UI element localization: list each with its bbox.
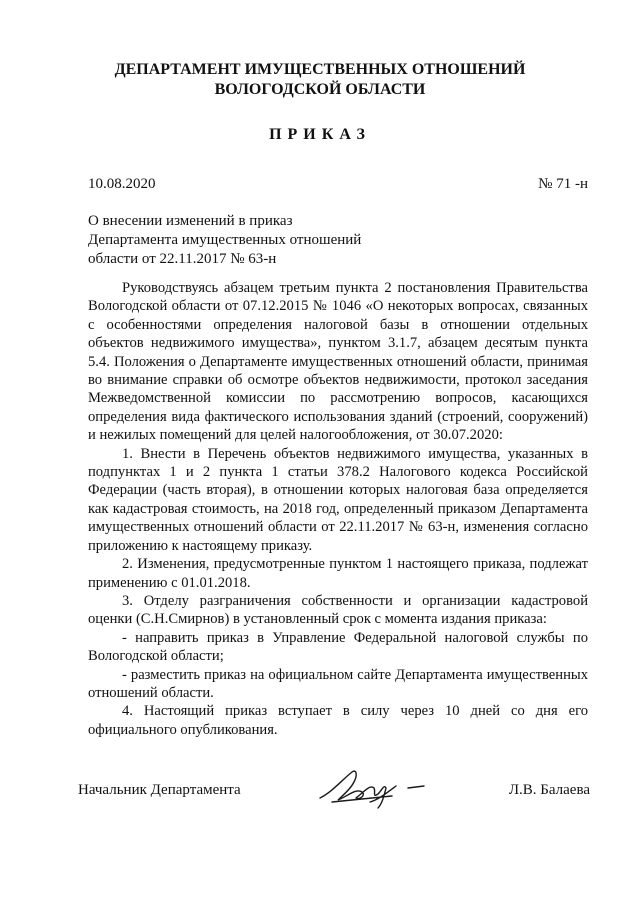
document-body — [88, 279, 588, 739]
document-date: 10.08.2020 — [88, 176, 156, 192]
body-item-3b: - разместить приказ на официальном сайте Департамента имущественных отношений области. — [88, 666, 588, 701]
body-item-1: 1. Внести в Перечень объектов недвижимого имущества, указанных в подпунктах 1 и 2 пункта 1 статьи 378.2 Налогового кодекса Российской Федерации (часть вторая), в отношении которых налоговая база определяется как кадастровая стоимость, на 2018 год, определенный приказом Департамента имущественных отношений области от 22.11.2017 № 63-н, изменения согласно приложению к настоящему приказу. — [88, 445, 588, 554]
subject-line: области от 22.11.2017 № 63-н — [88, 251, 277, 267]
header-department: ДЕПАРТАМЕНТ ИМУЩЕСТВЕННЫХ ОТНОШЕНИЙ — [114, 61, 526, 78]
document-title: ПРИКАЗ — [269, 126, 371, 143]
document-header — [0, 60, 640, 100]
body-intro: Руководствуясь абзацем третьим пункта 2 постановления Правительства Вологодской области от 07.12.2015 № 1046 «О некоторых вопросах, связанных с особенностями определения налоговой базы в отношении отдельных объектов недвижимого имущества», пунктом 3.1.7, абзацем десятым пункта 5.4. Положения о Департаменте имущественных отношений области, принимая во внимание справки об осмотре объектов недвижимости, протокол заседания Межведомственной комиссии по рассмотрению вопросов, касающихся определения вида фактического использования зданий (строений, сооружений) и нежилых помещений для целей налогообложения, от 30.07.2020: — [88, 280, 588, 444]
body-item-3: 3. Отделу разграничения собственности и организации кадастровой оценки (С.Н.Смирнов) в установленный срок с момента издания приказа: — [88, 592, 588, 628]
document-number: № 71 -н — [538, 176, 588, 192]
handwritten-signature — [312, 762, 452, 812]
subject-line: О внесении изменений в приказ — [88, 213, 293, 229]
signatory-position: Начальник Департамента — [78, 782, 241, 798]
header-region: ВОЛОГОДСКОЙ ОБЛАСТИ — [214, 81, 426, 98]
subject-line: Департамента имущественных отношений — [88, 232, 362, 248]
document-subject — [88, 212, 418, 269]
signatory-name: Л.В. Балаева — [508, 782, 590, 798]
body-item-2: 2. Изменения, предусмотренные пунктом 1 настоящего приказа, подлежат применению с 01.01.2018. — [88, 556, 588, 591]
body-item-3a: - направить приказ в Управление Федеральной налоговой службы по Вологодской области; — [88, 629, 588, 665]
body-item-4: 4. Настоящий приказ вступает в силу через 10 дней со дня его официального опубликования. — [88, 703, 588, 738]
